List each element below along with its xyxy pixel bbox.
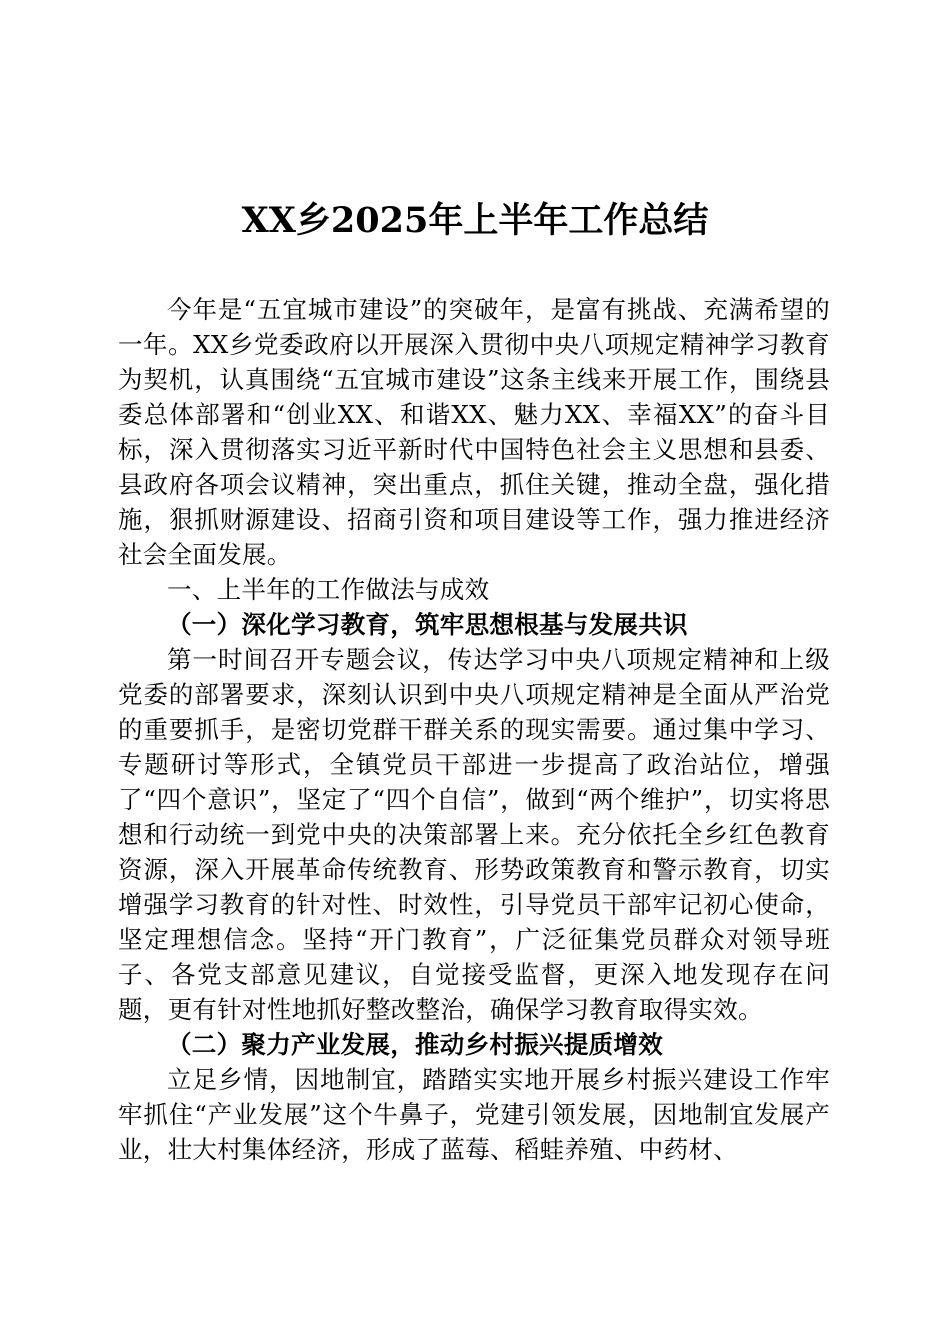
section-heading: 一、上半年的工作做法与成效: [167, 575, 490, 604]
intro-paragraph: 今年是“五宜城市建设”的突破年，是富有挑战、充满希望的一年。XX乡党委政府以开展深入贯彻中央八项规定精神学习教育为契机，认真围绕“五宜城市建设”这条主线来开展工作，围绕县委总体部署和“创业XX、和谐XX、魅力XX、幸福XX”的奋斗目标，深入贯彻落实习近平新时代中国特色社会主义思想和县委、县政府各项会议精神，突出重点，抓住关键，推动全盘，强化措施，狠抓财源建设、招商引资和项目建设等工作，强力推进经济社会全面发展。: [118, 295, 830, 569]
subsection-heading: （二）聚力产业发展，推动乡村振兴提质增效: [167, 1030, 663, 1059]
document-title: XX乡2025年上半年工作总结: [241, 200, 709, 241]
body-paragraph: 第一时间召开专题会议，传达学习中央八项规定精神和上级党委的部署要求，深刻认识到中央八项规定精神是全面从严治党的重要抓手，是密切党群干群关系的现实需要。通过集中学习、专题研讨等形式，全镇党员干部进一步提高了政治站位，增强了“四个意识”，坚定了“四个自信”，做到“两个维护”，切实将思想和行动统一到党中央的决策部署上来。充分依托全乡红色教育资源，深入开展革命传统教育、形势政策教育和警示教育，切实增强学习教育的针对性、时效性，引导党员干部牢记初心使命，坚定理想信念。坚持“开门教育”，广泛征集党员群众对领导班子、各党支部意见建议，自觉接受监督，更深入地发现存在问题，更有针对性地抓好整改整治，确保学习教育取得实效。: [118, 645, 830, 1024]
body-paragraph: 立足乡情，因地制宜，踏踏实实地开展乡村振兴建设工作牢牢抓住“产业发展”这个牛鼻子，党建引领发展，因地制宜发展产业，壮大村集体经济，形成了蓝莓、稻蛙养殖、中药材、: [118, 1065, 830, 1164]
document-body: [118, 292, 830, 1167]
subsection-heading: （一）深化学习教育，筑牢思想根基与发展共识: [167, 610, 688, 639]
